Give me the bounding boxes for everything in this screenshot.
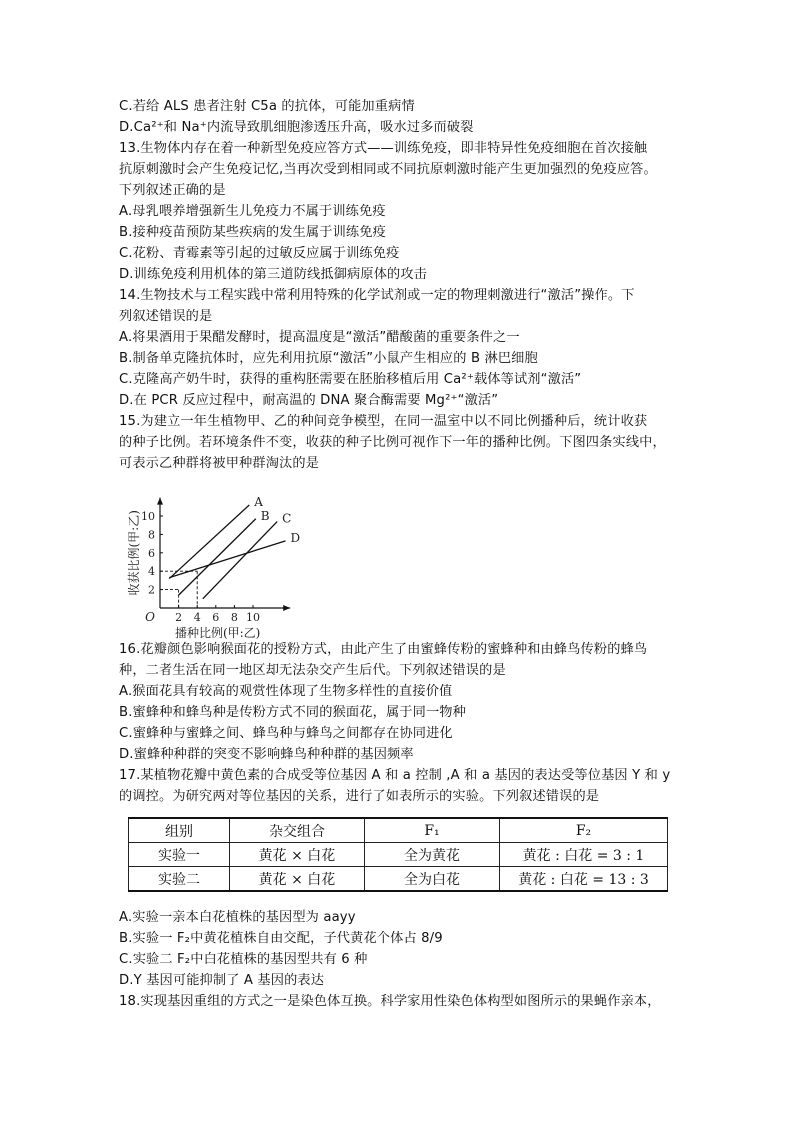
question-14-option-b: B.制备单克隆抗体时，应先利用抗原“激活”小鼠产生相应的 B 淋巴细胞 xyxy=(119,351,538,366)
x-tick-label: 8 xyxy=(230,611,238,624)
question-16-stem: 种，二者生活在同一地区却无法杂交产生后代。下列叙述错误的是 xyxy=(119,663,506,678)
y-axis-label: 收获比例(甲:乙) xyxy=(127,510,141,596)
table-header-row xyxy=(129,818,668,843)
question-15-stem: 可表示乙种群将被甲种群淘汰的是 xyxy=(119,456,320,471)
table-cell: 实验一 xyxy=(129,843,230,867)
question-16-option-d: D.蜜蜂种种群的突变不影响蜂鸟种种群的基因频率 xyxy=(119,747,414,762)
x-tick-label: 2 xyxy=(175,611,183,624)
table-header-cell: 组别 xyxy=(129,818,230,843)
question-13-option-c: C.花粉、青霉素等引起的过敏反应属于训练免疫 xyxy=(119,246,400,261)
option-line: C.若给 ALS 患者注射 C5a 的抗体，可能加重病情 xyxy=(119,99,415,114)
question-16-option-b: B.蜜蜂种和蜂鸟种是传粉方式不同的猴面花，属于同一物种 xyxy=(119,705,466,720)
question-13-option-b: B.接种疫苗预防某些疾病的发生属于训练免疫 xyxy=(119,225,386,240)
y-tick-label: 2 xyxy=(148,583,155,597)
question-14-stem: 列叙述错误的是 xyxy=(119,309,213,324)
question-15-stem: 15.为建立一年生植物甲、乙的种间竞争模型，在同一温室中以不同比例播种后，统计收获 xyxy=(119,414,648,429)
series-label-B: B xyxy=(260,508,270,523)
origin-label: O xyxy=(145,610,155,624)
question-16-stem: 16.花瓣颜色影响猴面花的授粉方式，由此产生了由蜜蜂传粉的蜜蜂种和由蜂鸟传粉的蜂鸟 xyxy=(119,642,648,657)
table-header-cell: 杂交组合 xyxy=(230,818,365,843)
question-16-option-c: C.蜜蜂种与蜜蜂之间、蜂鸟种与蜂鸟之间都存在协同进化 xyxy=(119,726,453,741)
table-row xyxy=(129,843,668,867)
table-cell: 全为白花 xyxy=(365,867,500,892)
x-tick-label: 6 xyxy=(212,611,220,624)
question-17-option-c: C.实验二 F₂中白花植株的基因型共有 6 种 xyxy=(119,952,368,967)
x-tick-label: 4 xyxy=(193,611,201,624)
question-13-option-a: A.母乳喂养增强新生儿免疫力不属于训练免疫 xyxy=(119,204,386,219)
table-cell: 全为黄花 xyxy=(365,843,500,867)
table-header-cell: F₂ xyxy=(500,818,668,843)
table-row xyxy=(129,867,668,892)
table-cell: 黄花 : 白花 = 13 : 3 xyxy=(500,867,668,892)
series-label-A: A xyxy=(254,494,263,509)
y-tick-label: 10 xyxy=(141,510,155,523)
x-axis-label: 播种比例(甲:乙) xyxy=(174,626,261,640)
y-axis-arrow xyxy=(157,498,163,505)
question-14-option-d: D.在 PCR 反应过程中，耐高温的 DNA 聚合酶需要 Mg²⁺“激活” xyxy=(119,393,499,408)
table-cell: 实验二 xyxy=(129,867,230,892)
question-14-option-c: C.克隆高产奶牛时，获得的重构胚需要在胚胎移植后用 Ca²⁺载体等试剂“激活” xyxy=(119,372,582,387)
competition-line-chart xyxy=(122,476,322,661)
question-13-stem: 下列叙述正确的是 xyxy=(119,183,226,198)
question-13-option-d: D.训练免疫利用机体的第三道防线抵御病原体的攻击 xyxy=(119,267,428,282)
question-14-stem: 14.生物技术与工程实践中常利用特殊的化学试剂或一定的物理刺激进行“激活”操作。下 xyxy=(119,288,635,303)
question-16-option-a: A.猴面花具有较高的观赏性体现了生物多样性的直接价值 xyxy=(119,684,453,699)
question-13-stem: 13.生物体内存在着一种新型免疫应答方式——训练免疫，即非特异性免疫细胞在首次接触 xyxy=(119,141,648,156)
question-18-stem: 18.实现基因重组的方式之一是染色体互换。科学家用性染色体构型如图所示的果蝇作亲本， xyxy=(119,994,661,1009)
option-line: D.Ca²⁺和 Na⁺内流导致肌细胞渗透压升高，吸水过多而破裂 xyxy=(119,120,474,135)
question-17-stem: 的调控。为研究两对等位基因的关系，进行了如表所示的实验。下列叙述错误的是 xyxy=(119,789,600,804)
question-14-option-a: A.将果酒用于果醋发酵时，提高温度是“激活”醋酸菌的重要条件之一 xyxy=(119,330,520,345)
y-tick-label: 4 xyxy=(148,565,155,579)
question-13-stem: 抗原刺激时会产生免疫记忆,当再次受到相同或不同抗原刺激时能产生更加强烈的免疫应答。 xyxy=(119,162,657,177)
series-label-D: D xyxy=(290,530,301,545)
x-tick-label: 10 xyxy=(246,611,260,624)
series-line-A xyxy=(169,505,249,579)
experiment-table xyxy=(128,817,668,892)
question-17-stem: 17.某植物花瓣中黄色素的合成受等位基因 A 和 a 控制 ,A 和 a 基因的表达受等位基因 Y 和 y xyxy=(119,768,671,783)
question-17-option-a: A.实验一亲本白花植株的基因型为 aayy xyxy=(119,910,356,925)
series-label-C: C xyxy=(282,511,292,526)
table-cell: 黄花 : 白花 = 3 : 1 xyxy=(500,843,668,867)
table-cell: 黄花 × 白花 xyxy=(230,843,365,867)
question-17-option-d: D.Y 基因可能抑制了 A 基因的表达 xyxy=(119,973,325,988)
x-axis-arrow xyxy=(283,605,290,611)
table-cell: 黄花 × 白花 xyxy=(230,867,365,892)
y-tick-label: 8 xyxy=(148,528,155,542)
question-17-option-b: B.实验一 F₂中黄花植株自由交配，子代黄花个体占 8/9 xyxy=(119,931,443,946)
question-15-stem: 的种子比例。若环境条件不变，收获的种子比例可视作下一年的播种比例。下图四条实线中， xyxy=(119,435,666,450)
table-header-cell: F₁ xyxy=(365,818,500,843)
y-tick-label: 6 xyxy=(148,546,155,560)
